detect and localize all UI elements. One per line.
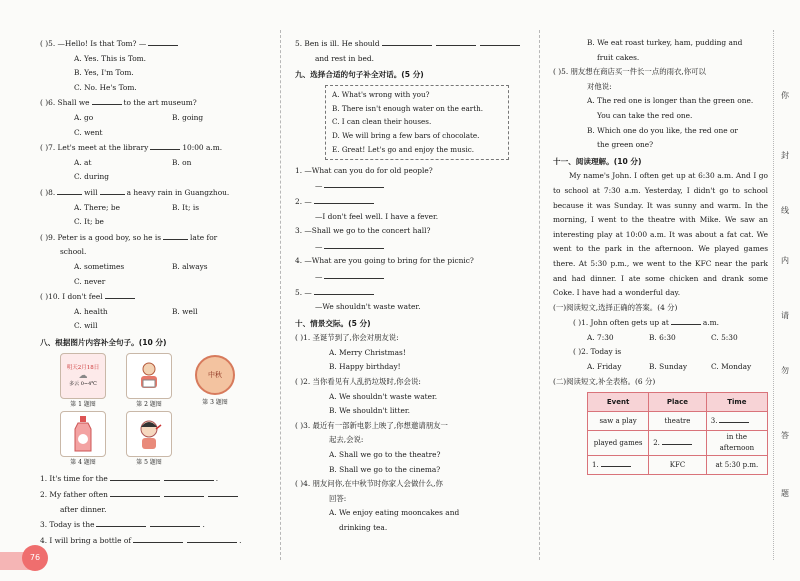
answer-blank[interactable] (150, 140, 180, 150)
margin-char: 勿 (781, 366, 789, 375)
option-b: B. Yes, I'm Tom. (74, 68, 134, 78)
fill-table (587, 392, 768, 475)
option-c: C. during (74, 172, 109, 182)
situation-5: ( )5. 朋友想在商店买一件长一点的雨衣,你可以 (553, 67, 706, 77)
situation-4: ( )4. 朋友问你,在中秋节时你家人会做什么,你 (295, 479, 443, 489)
answer-blank[interactable] (92, 95, 122, 105)
answer-blank[interactable] (208, 487, 238, 497)
reading-question-1: ( )1. John often gets up at a.m. (553, 315, 768, 331)
options-row: A. There; be B. It; is (74, 202, 200, 212)
dialog-answer: — (295, 178, 527, 194)
picture-4: 第 4 题图 (50, 411, 116, 469)
answer-blank[interactable] (164, 471, 214, 481)
weather-card-image: 明天2月18日 ☁ 多云 0~4℃ (60, 353, 106, 399)
part-2-title: (二)阅读短文,补全表格。(6 分) (553, 376, 656, 386)
option-a: A. Yes. This is Tom. (74, 53, 146, 63)
answer-blank[interactable] (187, 533, 237, 543)
option-c: C. went (74, 127, 103, 137)
answer-blank[interactable] (110, 471, 160, 481)
options-row: A. health B. well (74, 306, 198, 316)
question-9: ( )9. Peter is a good boy, so he is late for (40, 230, 268, 246)
answer-blank[interactable] (324, 178, 384, 188)
sentence-2: 2. My father often (40, 487, 268, 503)
dialog-4: 4. —What are you going to bring for the picnic? (295, 256, 474, 266)
binding-line (773, 30, 774, 560)
answer-blank[interactable] (163, 230, 188, 240)
margin-char: 请 (781, 311, 789, 320)
mooncake-image: 中秋 (193, 353, 237, 397)
question-7: ( )7. Let's meet at the library 10:00 a.m. (40, 140, 268, 156)
column-divider (280, 30, 281, 560)
options-row: A. sometimes B. always (74, 261, 208, 271)
section-8-title: 八、根据图片内容补全句子。(10 分) (40, 337, 167, 347)
margin-char: 内 (781, 256, 789, 265)
man-reading-image (126, 353, 172, 399)
question-6: ( )6. Shall we to the art museum? (40, 95, 268, 111)
answer-blank[interactable] (314, 285, 374, 295)
option-c: C. No. He's Tom. (74, 82, 137, 92)
answer-blank[interactable] (324, 269, 384, 279)
sentence-4: 4. I will bring a bottle of . (40, 533, 268, 549)
margin-char: 线 (781, 206, 789, 215)
answer-blank[interactable] (96, 517, 146, 527)
margin-char: 封 (781, 151, 789, 160)
option-c: C. never (74, 276, 106, 286)
reading-question-2: ( )2. Today is (573, 347, 622, 357)
answer-blank[interactable] (480, 36, 520, 46)
answer-blank[interactable] (100, 185, 125, 195)
picture-1: 明天2月18日 ☁ 多云 0~4℃ 第 1 题图 (50, 353, 116, 411)
column-middle: 5. Ben is ill. He should and rest in bed. 九、选择合适的句子补全对话。(5 分) A. What's wrong with you? B. There isn't enough water on the earth. C. I can clean their houses. D. We will bring a few bars of chocolate. E. Great! Let's go and enjoy the music. 1. —What can you do for old people? — 2. — —I don't feel well. I have a fever. 3. —Shall we go to the concert hall? — 4. —What are you going to bring for the picnic? — 5. — —We shouldn't waste water. 十、情景交际。(5 分) ( )1. 圣诞节到了,你会对朋友说: A. Merry Christmas! B. Happy birthday! ( )2. 当你看见有人乱扔垃圾时,你会说: A. We shouldn't waste water. B. We shouldn't litter. ( )3. 最近有一部新电影上映了,你想邀请朋友一 起去,会说: A. Shall we go to the theatre? B. Shall we go to the cinema? ( )4. 朋友问你,在中秋节时你家人会做什么,你 回答: A. We enjoy eating mooncakes and drinking tea. (295, 36, 527, 536)
answer-blank[interactable] (436, 36, 476, 46)
answer-blank[interactable] (105, 289, 135, 299)
answer-blank[interactable] (148, 36, 178, 46)
dialog-answer: — (295, 269, 527, 285)
answer-blank[interactable] (662, 435, 692, 445)
options-row: A. Friday B. Sunday C. Monday (587, 362, 752, 372)
margin-char: 答 (781, 431, 789, 440)
column-right: B. We eat roast turkey, ham, pudding and fruit cakes. ( )5. 朋友想在商店买一件长一点的雨衣,你可以 对他说: A. The red one is longer than the green one. You can take the red one. B. Which one do you like, the red one or the green one? 十一、阅读理解。(10 分) My name's John. I often get up at 6:30 a.m. And I go to school at 7:30 a.m. Yesterday, I didn't go to school because it was Sunday. It was sunny and warm. In the morning, I went to the theatre with Mike. We saw an interesting play at 10:00 a.m. It was about a fat cat. We went to the park in the afternoon. We played games there. At 5:30 p.m., we went to the KFC near the park and had dinner. I ate some chicken and drank some Coke. I have had a wonderful day. (一)阅读短文,选择正确的答案。(4 分) ( )1. John often gets up at a.m. A. 7:30 B. 6:30 C. 5:30 ( )2. Today is A. Friday B. Sunday C. Monday (二)阅读短文,补全表格。(6 分) Event Place Time saw a play theatre 3. played games 2. in the afternoon 1. KFC at 5:30 p.m. (553, 36, 768, 475)
picture-3: 中秋 第 3 题图 (182, 353, 248, 411)
dialog-2: 2. — (295, 194, 527, 210)
sentence-1: 1. It's time for the . (40, 471, 268, 487)
dialog-5: 5. — (295, 285, 527, 301)
question-8: ( )8. will a heavy rain in Guangzhou. (40, 185, 268, 201)
cloud-icon: ☁ (78, 371, 88, 382)
choice-box: A. What's wrong with you? B. There isn't enough water on the earth. C. I can clean their houses. D. We will bring a few bars of chocolate. E. Great! Let's go and enjoy the music. (325, 85, 509, 160)
answer-blank[interactable] (57, 185, 82, 195)
options-row: A. 7:30 B. 6:30 C. 5:30 (587, 332, 738, 342)
juice-bottle-image (60, 411, 106, 457)
answer-blank[interactable] (671, 315, 701, 325)
sick-boy-image (126, 411, 172, 457)
dialog-answer: — (295, 239, 527, 255)
section-9-title: 九、选择合适的句子补全对话。(5 分) (295, 70, 424, 80)
picture-2: 第 2 题图 (116, 353, 182, 411)
situation-2: ( )2. 当你看见有人乱扔垃圾时,你会说: (295, 377, 421, 387)
page-number: 76 (22, 545, 48, 571)
question-10: ( )10. I don't feel (40, 289, 268, 305)
column-left: ( )5. —Hello! Is that Tom? — A. Yes. This is Tom. B. Yes, I'm Tom. C. No. He's Tom. ( )6. Shall we to the art museum? A. go B. going C. went ( )7. Let's meet at the library 10:00 a.m. A. at B. on C. during ( )8. will a heavy rain in Guangzhou. A. There; be B. It; is C. It; be ( )9. Peter is a good boy, so he is late for school. A. sometimes B. always C. never ( )10. I don't feel A. health B. well C. will 八、根据图片内容补全句子。(10 分) 明天2月18日 ☁ 多云 0~4℃ 第 1 题图 第 2 题图 中秋 第 3 题图 第 4 题图 第 5 题图 1. It's time for the . 2. My father often after dinner. 3. Today is the . 4. I will bring a bottle of . (40, 36, 268, 548)
reading-passage: My name's John. I often get up at 6:30 a.m. And I go to school at 7:30 a.m. Yesterday, I didn't go to school because it was Sunday. It was sunny and warm. In the morning, I went to the theatre with Mike. We saw an interesting play at 10:00 a.m. It was about a fat cat. We went to the park in the afternoon. We played games there. At 5:30 p.m., we went to the KFC near the park and had dinner. I ate some chicken and drank some Coke. I have had a wonderful day. (553, 171, 768, 298)
question-5: ( )5. —Hello! Is that Tom? — (40, 36, 268, 52)
answer-blank[interactable] (314, 194, 374, 204)
dialog-1: 1. —What can you do for old people? (295, 165, 433, 175)
dialog-3: 3. —Shall we go to the concert hall? (295, 226, 431, 236)
picture-5: 第 5 题图 (116, 411, 182, 469)
part-1-title: (一)阅读短文,选择正确的答案。(4 分) (553, 302, 678, 312)
sentence-3: 3. Today is the . (40, 517, 268, 533)
option-c: C. will (74, 321, 98, 331)
situation-1: ( )1. 圣诞节到了,你会对朋友说: (295, 333, 399, 343)
answer-blank[interactable] (382, 36, 432, 46)
section-11-title: 十一、阅读理解。(10 分) (553, 156, 642, 166)
table-row: saw a play theatre 3. (588, 412, 768, 431)
answer-blank[interactable] (150, 517, 200, 527)
margin-char: 你 (781, 91, 789, 100)
answer-blank[interactable] (133, 533, 183, 543)
sentence-5: 5. Ben is ill. He should (295, 36, 527, 52)
answer-blank[interactable] (719, 413, 749, 423)
answer-blank[interactable] (110, 487, 160, 497)
margin-char: 题 (781, 489, 789, 498)
table-header-row: Event Place Time (588, 393, 768, 412)
option-c: C. It; be (74, 217, 104, 227)
answer-blank[interactable] (164, 487, 204, 497)
options-row: A. at B. on (74, 157, 192, 167)
column-divider (539, 30, 540, 560)
answer-blank[interactable] (601, 457, 631, 467)
section-10-title: 十、情景交际。(5 分) (295, 318, 371, 328)
answer-blank[interactable] (324, 239, 384, 249)
picture-grid (50, 353, 250, 469)
options-row: A. go B. going (74, 112, 204, 122)
situation-3: ( )3. 最近有一部新电影上映了,你想邀请朋友一 (295, 420, 448, 430)
table-row: played games 2. in the afternoon (588, 431, 768, 456)
table-row: 1. KFC at 5:30 p.m. (588, 456, 768, 475)
